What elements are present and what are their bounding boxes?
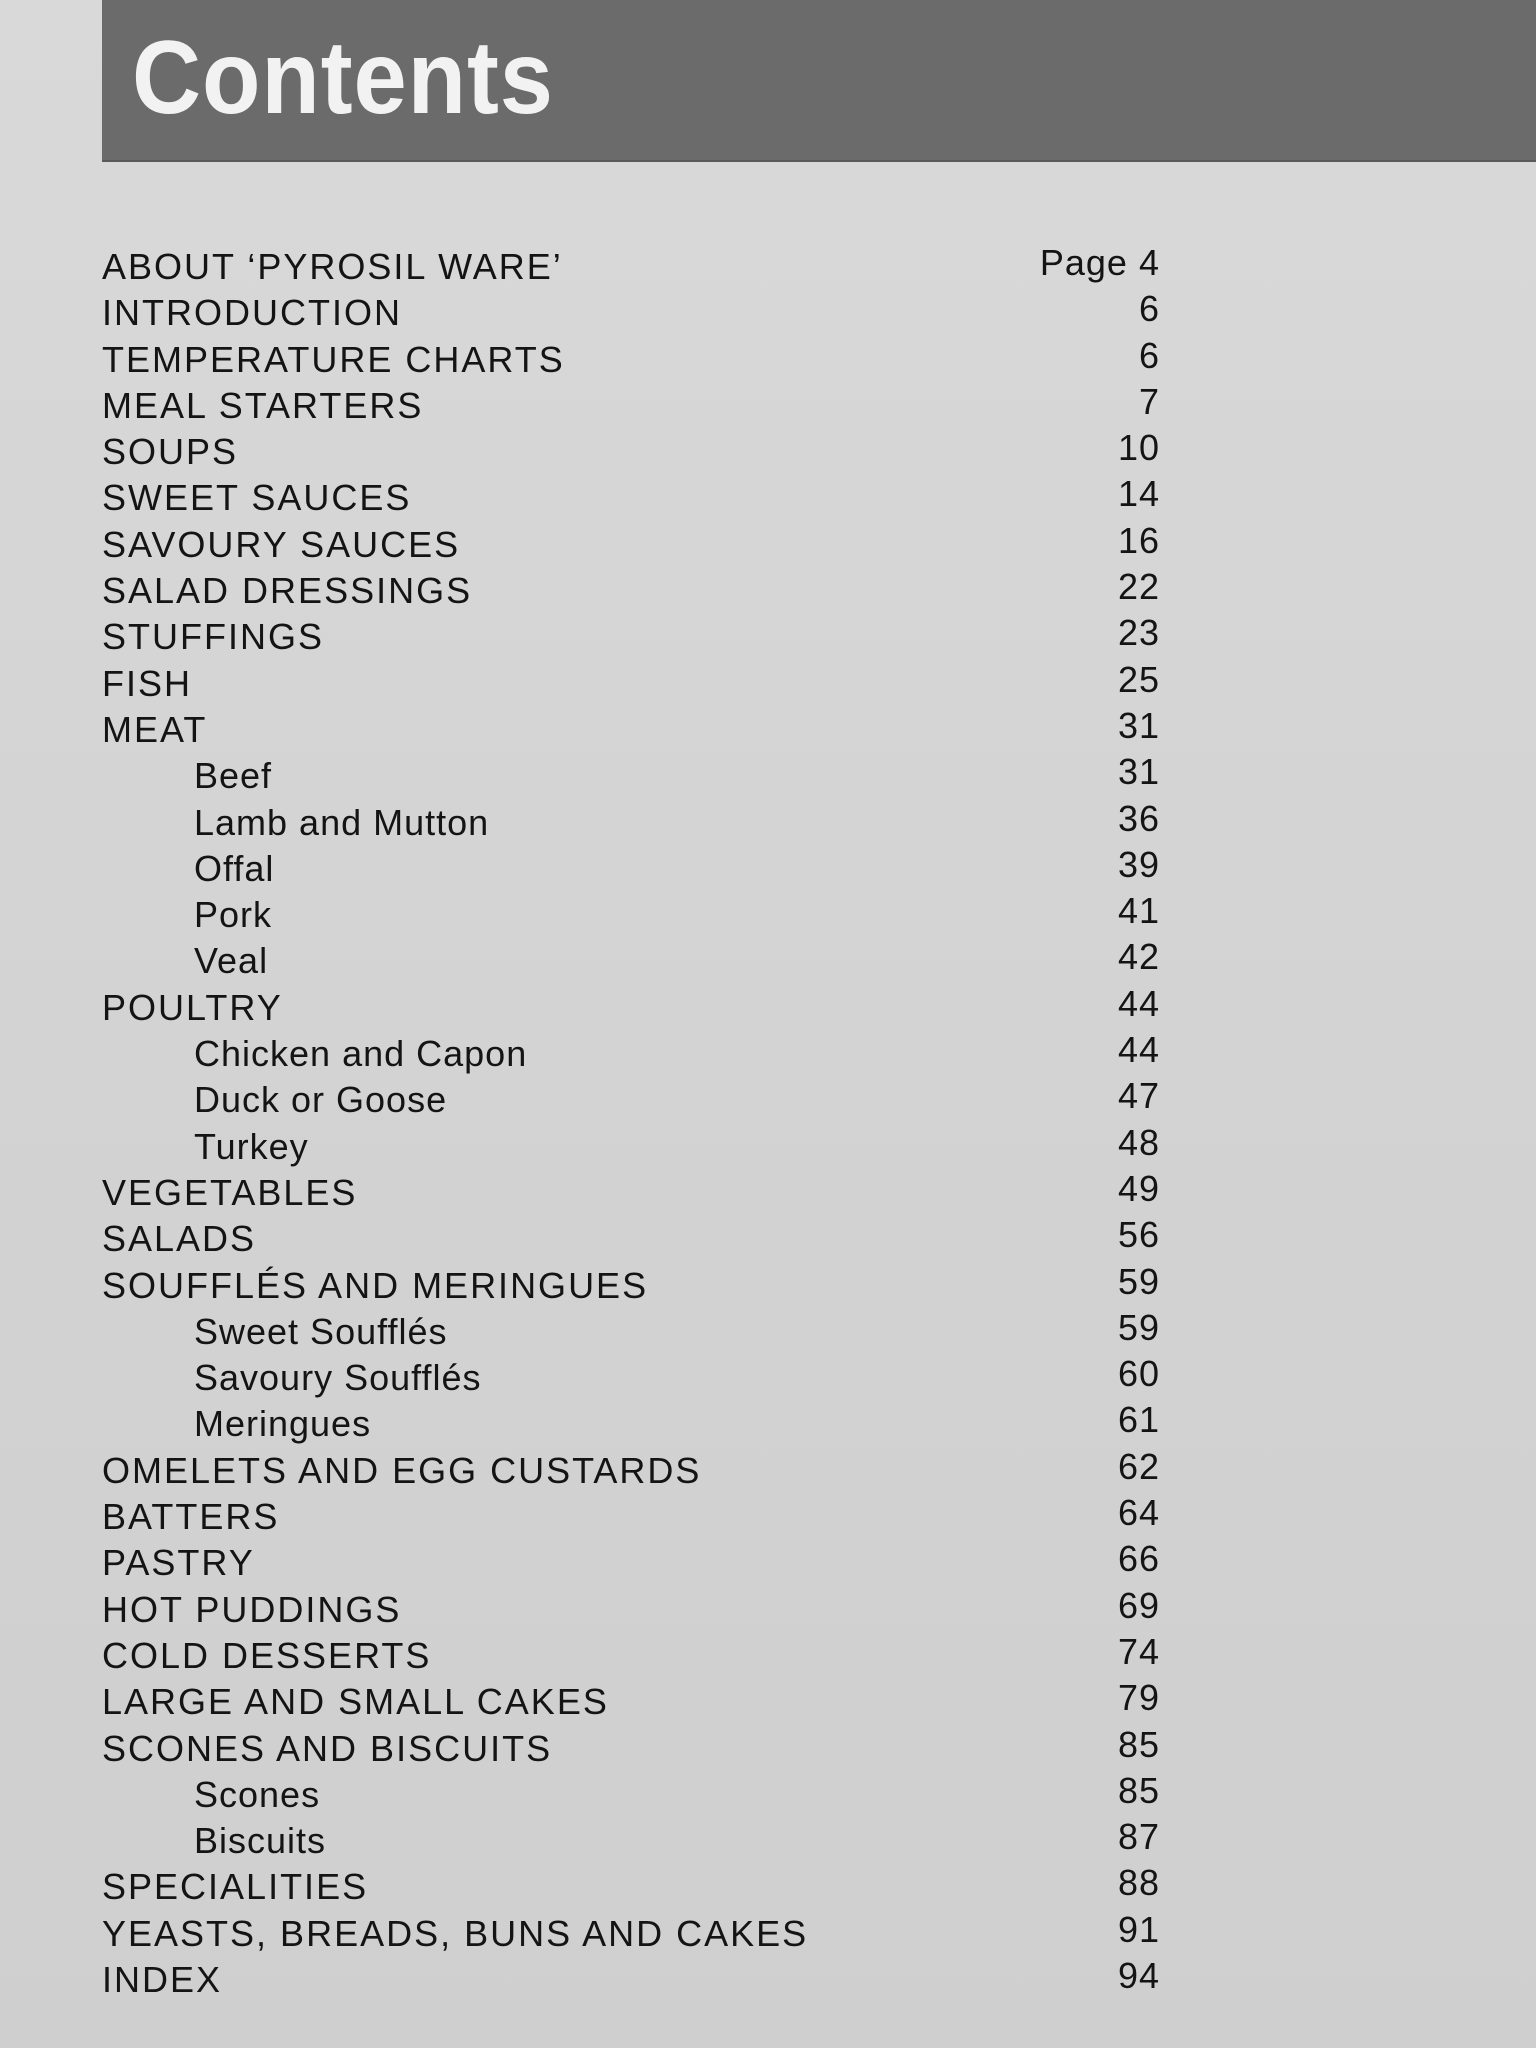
toc-section-title: YEASTS, BREADS, BUNS AND CAKES [102, 1912, 809, 1954]
toc-page-number: 42 [1117, 936, 1160, 978]
toc-page-number: 48 [1117, 1121, 1160, 1163]
page-number-value: 4 [1138, 242, 1160, 283]
toc-row [0, 1954, 1536, 2003]
toc-subsection-title: Scones [194, 1773, 321, 1815]
toc-section-title: MEAL STARTERS [102, 384, 424, 426]
toc-row [0, 753, 1536, 799]
toc-section-title: INDEX [102, 1958, 223, 2000]
toc-row [0, 1031, 1536, 1077]
toc-row [0, 1679, 1536, 1725]
toc-row [0, 1908, 1536, 1957]
toc-section-title: SPECIALITIES [102, 1866, 369, 1908]
toc-page-number: 59 [1117, 1306, 1160, 1348]
toc-row [0, 614, 1536, 660]
toc-row [0, 1401, 1536, 1447]
toc-row [0, 982, 1536, 1031]
toc-page-number: 44 [1117, 982, 1160, 1024]
toc-row [0, 1216, 1536, 1262]
toc-section-title: HOT PUDDINGS [102, 1588, 402, 1630]
toc-page-number: 64 [1117, 1492, 1160, 1534]
toc-page-number: 16 [1117, 519, 1160, 561]
toc-page-number: 25 [1117, 658, 1160, 700]
toc-subsection-title: Turkey [194, 1125, 309, 1167]
toc-row [0, 380, 1536, 429]
toc-row [0, 1540, 1536, 1586]
toc-subsection-title: Lamb and Mutton [194, 801, 490, 843]
toc-page-number: 47 [1117, 1075, 1160, 1117]
toc-subsection-title: Pork [194, 894, 273, 936]
toc-row [0, 892, 1536, 938]
toc-page-number: 62 [1117, 1445, 1160, 1487]
toc-row [0, 1769, 1536, 1818]
toc-section-title: SOUPS [102, 431, 239, 473]
toc-subsection-title: Chicken and Capon [194, 1033, 528, 1075]
table-of-contents [0, 244, 1536, 2003]
toc-section-title: PASTRY [102, 1542, 255, 1584]
toc-page-number: 66 [1117, 1538, 1160, 1580]
toc-section-title: STUFFINGS [102, 616, 324, 658]
toc-section-title: INTRODUCTION [102, 292, 402, 334]
toc-subsection-title: Savoury Soufflés [194, 1357, 482, 1399]
toc-page-number: 91 [1117, 1908, 1160, 1950]
toc-page-number: 69 [1117, 1584, 1160, 1626]
toc-row [0, 843, 1536, 892]
toc-section-title: SALAD DRESSINGS [102, 570, 473, 612]
toc-row [0, 1494, 1536, 1540]
toc-row [0, 797, 1536, 846]
toc-section-title: FISH [102, 662, 193, 704]
toc-page-number: 10 [1117, 427, 1160, 469]
toc-row [0, 1355, 1536, 1401]
toc-row [0, 519, 1536, 568]
toc-section-title: POULTRY [102, 986, 283, 1028]
toc-page-number: 36 [1117, 797, 1160, 839]
toc-section-title: SCONES AND BISCUITS [102, 1727, 553, 1769]
toc-row [0, 475, 1536, 521]
toc-section-title: COLD DESSERTS [102, 1634, 432, 1676]
toc-page-number: 23 [1117, 612, 1160, 654]
toc-row [0, 1723, 1536, 1772]
toc-section-title: TEMPERATURE CHARTS [102, 338, 565, 380]
toc-section-title: VEGETABLES [102, 1171, 358, 1213]
toc-page-number: 31 [1117, 751, 1160, 793]
toc-row [0, 1167, 1536, 1216]
toc-page-number: 44 [1117, 1029, 1160, 1071]
toc-subsection-title: Beef [194, 755, 273, 797]
toc-page-number: 79 [1117, 1677, 1160, 1719]
toc-section-title: OMELETS AND EGG CUSTARDS [102, 1449, 702, 1491]
toc-page-number: 85 [1117, 1723, 1160, 1765]
toc-page-number: 6 [1138, 334, 1160, 376]
toc-row [0, 1260, 1536, 1309]
toc-page-number: 6 [1138, 288, 1160, 330]
toc-page-number: 94 [1117, 1954, 1160, 1996]
page-title: Contents [132, 20, 554, 136]
toc-page-number: 14 [1117, 473, 1160, 515]
toc-page-number: 60 [1117, 1353, 1160, 1395]
toc-section-title: SAVOURY SAUCES [102, 523, 461, 565]
toc-row [0, 1630, 1536, 1679]
toc-row [0, 658, 1536, 707]
toc-row [0, 290, 1536, 336]
toc-page-number: 59 [1117, 1260, 1160, 1302]
toc-section-title: LARGE AND SMALL CAKES [102, 1681, 609, 1723]
toc-row [0, 704, 1536, 753]
toc-page-number: 61 [1117, 1399, 1160, 1441]
toc-section-title: MEAT [102, 708, 208, 750]
page-label: Page [1039, 242, 1128, 283]
toc-page-number: 87 [1117, 1816, 1160, 1858]
toc-subsection-title: Veal [194, 940, 269, 982]
toc-row [0, 1584, 1536, 1633]
toc-row [0, 244, 1536, 290]
toc-subsection-title: Duck or Goose [194, 1079, 448, 1121]
toc-section-title: SALADS [102, 1218, 257, 1260]
toc-row [0, 429, 1536, 475]
toc-page-number: 74 [1117, 1630, 1160, 1672]
toc-section-title: BATTERS [102, 1496, 280, 1538]
toc-subsection-title: Biscuits [194, 1820, 327, 1862]
toc-page-number: 22 [1117, 566, 1160, 608]
toc-page-number: 7 [1138, 380, 1160, 422]
toc-row [0, 1818, 1536, 1864]
toc-section-title: SWEET SAUCES [102, 477, 412, 519]
toc-subsection-title: Sweet Soufflés [194, 1310, 448, 1352]
toc-row [0, 1121, 1536, 1170]
toc-subsection-title: Meringues [194, 1403, 372, 1445]
toc-page-number: 56 [1117, 1214, 1160, 1256]
toc-page-number: 49 [1117, 1167, 1160, 1209]
toc-row [0, 1445, 1536, 1494]
toc-row [0, 568, 1536, 614]
toc-row [0, 1306, 1536, 1355]
toc-page-number: 41 [1117, 890, 1160, 932]
toc-page-number [1040, 240, 1160, 286]
toc-section-title: ABOUT ‘PYROSIL WARE’ [102, 246, 563, 287]
toc-row [0, 334, 1536, 383]
toc-page-number: 31 [1117, 704, 1160, 746]
toc-page-number: 85 [1117, 1769, 1160, 1811]
toc-row [0, 1077, 1536, 1123]
toc-page-number: 88 [1117, 1862, 1160, 1904]
toc-row [0, 938, 1536, 984]
toc-row [0, 1864, 1536, 1910]
toc-subsection-title: Offal [194, 847, 275, 889]
toc-section-title: SOUFFLÉS AND MERINGUES [102, 1264, 649, 1306]
toc-page-number: 39 [1117, 843, 1160, 885]
